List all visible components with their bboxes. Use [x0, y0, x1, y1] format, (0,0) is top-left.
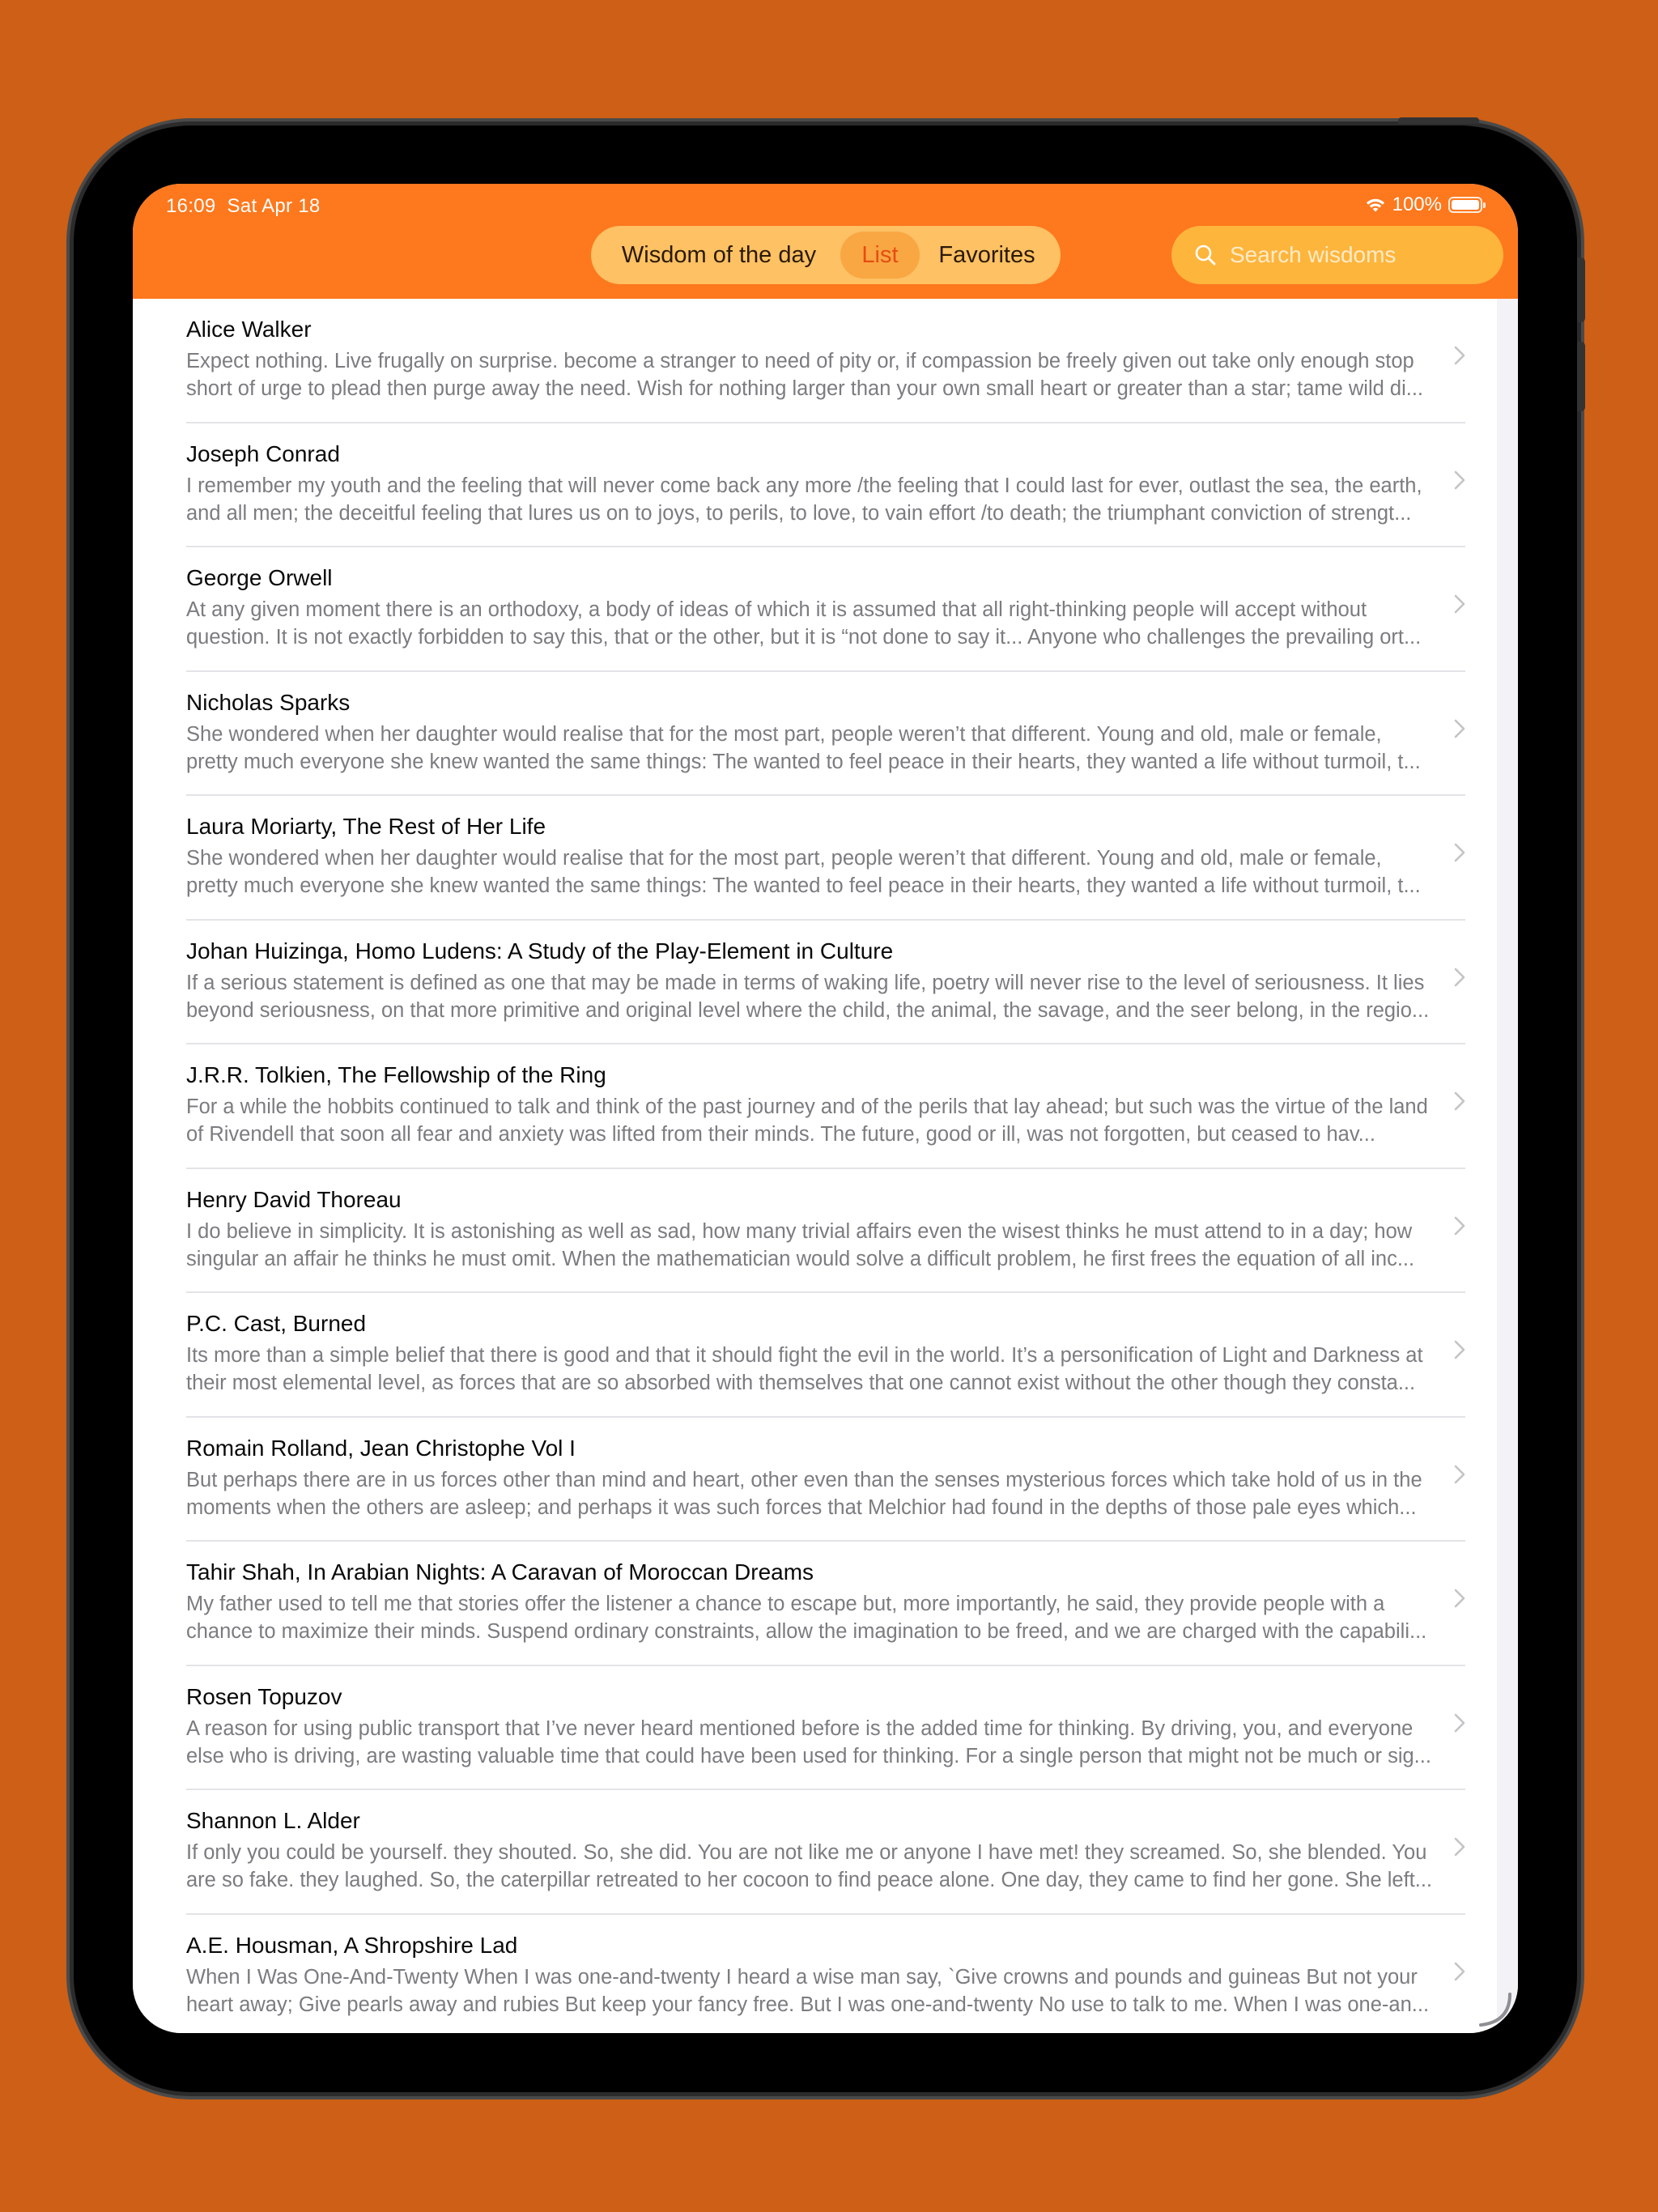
quote-text: She wondered when her daughter would realise that for the most part, people weren’t that different. Young and old, male or female, pretty much everyone she knew wanted the same things: The wanted to feel peace in their hearts, they wanted a life without turmoil, t...: [186, 847, 1421, 897]
quote-text: At any given moment there is an orthodoxy, a body of ideas of which it is assumed that all right-thinking people will accept without question. It is not exactly forbidden to say this, that or the other, but it is “not done to say it... Anyone who challenges the prevailing ort...: [186, 598, 1422, 649]
top-button: [1398, 117, 1479, 124]
scroll-track: [1497, 299, 1518, 2033]
tab-favorites[interactable]: Favorites: [938, 241, 1035, 268]
quote-author: George Orwell: [186, 565, 333, 590]
quote-text: Its more than a simple belief that there is good and that it should fight the evil in the world. It’s a personification of Light and Darkness at their most elemental level, as forces that are so absorbed with themselves that one cannot exist without the other though they consta...: [186, 1344, 1423, 1394]
quote-text: Expect nothing. Live frugally on surprise. become a stranger to need of pity or, if compassion be freely given out take only enough stop short of urge to plead then purge away the need. Wish for nothing larger than your own small heart or greater than a star; tame wild di...: [186, 350, 1424, 400]
quote-row-6[interactable]: [186, 921, 1465, 1045]
quote-author: Rosen Topuzov: [186, 1683, 342, 1709]
chevron-right-icon: [1454, 594, 1465, 614]
quote-row-4[interactable]: [186, 672, 1465, 797]
quote-row-13[interactable]: [186, 1790, 1465, 1915]
quote-author: Johan Huizinga, Homo Ludens: A Study of the Play-Element in Culture: [186, 938, 894, 963]
quote-author: Shannon L. Alder: [186, 1808, 360, 1833]
top-bar: [133, 184, 1518, 299]
chevron-right-icon: [1454, 1216, 1465, 1236]
quote-row-5[interactable]: [186, 796, 1465, 921]
status-clock: 16:09: [166, 195, 216, 217]
volume-up-button: [1577, 257, 1585, 322]
tab-wisdom-of-the-day[interactable]: Wisdom of the day: [621, 241, 817, 268]
quote-row-14[interactable]: [186, 1915, 1465, 2034]
quote-text: But perhaps there are in us forces other than mind and heart, other even than the senses mysterious forces which take hold of us in the moments when the others are asleep; and perhaps it was such forces that Melchior had found in the depths of those pale eyes which...: [186, 1468, 1422, 1519]
chevron-right-icon: [1454, 843, 1465, 862]
search-input[interactable]: [1230, 242, 1489, 268]
quote-row-9[interactable]: [186, 1293, 1465, 1418]
chevron-right-icon: [1454, 1837, 1465, 1857]
resize-corner-icon: [1474, 1989, 1513, 2028]
chevron-right-icon: [1454, 1962, 1465, 1981]
chevron-right-icon: [1454, 1465, 1465, 1484]
battery-level: [1452, 200, 1479, 210]
battery-percent: 100%: [1392, 194, 1442, 215]
quote-text: She wondered when her daughter would realise that for the most part, people weren’t that different. Young and old, male or female, pretty much everyone she knew wanted the same things: The wanted to feel peace in their hearts, they wanted a life without turmoil, t...: [186, 722, 1421, 773]
quote-row-10[interactable]: [186, 1418, 1465, 1542]
screen: [133, 184, 1518, 2033]
quote-row-1[interactable]: [186, 299, 1465, 423]
quote-author: A.E. Housman, A Shropshire Lad: [186, 1932, 518, 1958]
search-bar[interactable]: [1171, 226, 1503, 284]
quote-author: Tahir Shah, In Arabian Nights: A Caravan of Moroccan Dreams: [186, 1559, 814, 1585]
quote-author: Alice Walker: [186, 317, 312, 342]
quote-row-12[interactable]: [186, 1666, 1465, 1791]
chevron-right-icon: [1454, 1091, 1465, 1111]
quote-row-3[interactable]: [186, 547, 1465, 672]
chevron-right-icon: [1454, 1589, 1465, 1608]
view-switcher: [591, 226, 1061, 284]
chevron-right-icon: [1454, 1713, 1465, 1733]
tab-list[interactable]: List: [840, 232, 920, 279]
chevron-right-icon: [1454, 346, 1465, 365]
status-indicators: [1363, 194, 1482, 216]
battery-icon: [1448, 197, 1482, 213]
quote-text: I do believe in simplicity. It is astonishing as well as sad, how many trivial affairs even the wisest thinks he must attend to in a day; how singular an affair he thinks he must omit. When the mathematician would solve a difficult problem, he first frees the equation of all inc...: [186, 1219, 1415, 1270]
quote-author: Romain Rolland, Jean Christophe Vol I: [186, 1435, 576, 1461]
quote-author: Nicholas Sparks: [186, 689, 351, 715]
chevron-right-icon: [1454, 470, 1465, 490]
status-date: Sat Apr 18: [227, 195, 321, 217]
volume-down-button: [1577, 342, 1585, 411]
quote-author: Henry David Thoreau: [186, 1186, 402, 1212]
quote-text: I remember my youth and the feeling that will never come back any more /the feeling that I could last for ever, outlast the sea, the earth, and all men; the deceitful feeling that lures us on to joys, to perils, to love, to vain effort /to death; the triumphant conviction of strengt...: [186, 474, 1422, 525]
quote-text: A reason for using public transport that I’ve never heard mentioned before is the added time for thinking. By driving, you, and everyone else who is driving, are wasting valuable time that could have been used for thinking. For a single person that might not be much or sig...: [186, 1716, 1431, 1767]
chevron-right-icon: [1454, 968, 1465, 987]
quote-author: Laura Moriarty, The Rest of Her Life: [186, 814, 546, 839]
quote-row-2[interactable]: [186, 423, 1465, 548]
quote-text: When I Was One-And-Twenty When I was one-and-twenty I heard a wise man say, `Give crowns and pounds and guineas But not your heart away; Give pearls away and rubies But keep your fancy free. But I was one-and-twenty No use to talk to me. When I was one-an...: [186, 1965, 1430, 2016]
search-icon: [1194, 244, 1217, 266]
status-time: [166, 195, 321, 218]
wifi-icon: [1363, 196, 1388, 214]
quote-text: If only you could be yourself. they shouted. So, she did. You are not like me or anyone I have met! they screamed. So, she blended. You are so fake. they laughed. So, the caterpillar retreated to her cocoon to find peace alone. One day, they came to find her gone. She left...: [186, 1841, 1432, 1891]
quote-text: If a serious statement is defined as one that may be made in terms of waking life, poetry will never rise to the level of seriousness. It lies beyond seriousness, on that more primitive and original level where the child, the animal, the savage, and the seer belong, in the regio...: [186, 971, 1430, 1022]
quote-text: My father used to tell me that stories offer the listener a chance to escape but, more importantly, he said, they provide people with a chance to maximize their minds. Suspend ordinary constraints, allow the imagination to be freed, and we are charged with the capabili...: [186, 1593, 1427, 1643]
quote-author: Joseph Conrad: [186, 440, 340, 466]
quote-row-7[interactable]: [186, 1044, 1465, 1169]
chevron-right-icon: [1454, 719, 1465, 738]
quote-author: J.R.R. Tolkien, The Fellowship of the Ring: [186, 1062, 606, 1087]
chevron-right-icon: [1454, 1340, 1465, 1359]
quote-author: P.C. Cast, Burned: [186, 1311, 367, 1336]
quote-row-11[interactable]: [186, 1542, 1465, 1666]
quote-list: [133, 299, 1497, 2033]
quote-row-8[interactable]: [186, 1169, 1465, 1294]
quote-text: For a while the hobbits continued to talk and think of the past journey and of the perils that lay ahead; but such was the virtue of the land of Rivendell that soon all fear and anxiety was lifted from their minds. The future, good or ill, was not forgotten, but ceased to hav...: [186, 1095, 1428, 1146]
